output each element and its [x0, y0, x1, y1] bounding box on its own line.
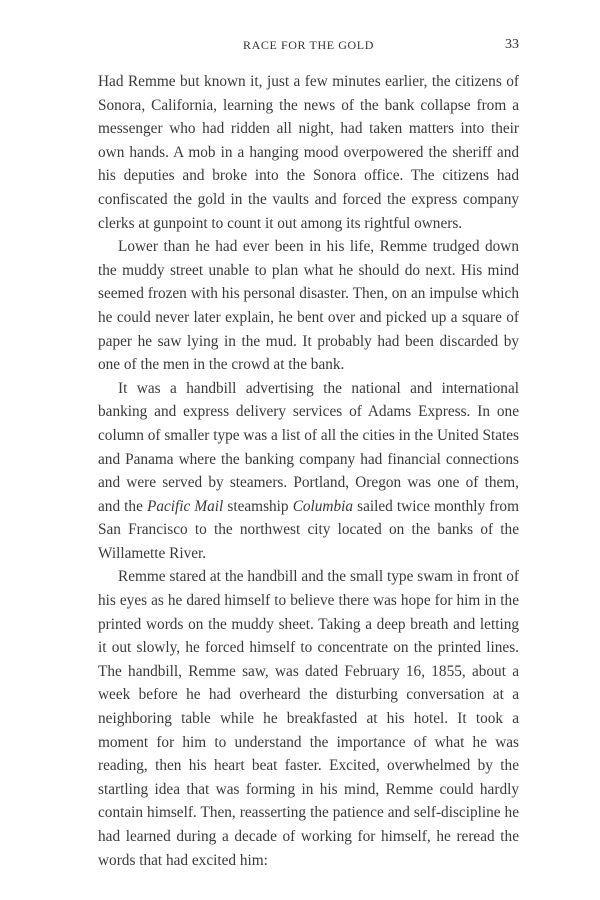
paragraph-4: Remme stared at the handbill and the small type swam in front of his eyes as he dared himself to believe there was hope for him in the printed words on the muddy sheet. Taking a deep breath and letting it out slowly, he forced himself to concentrate on the printed lines. The handbill, Remme saw, was dated February 16, 1855, about a week before he had overheard the disturbing conversation at a neighboring table while he breakfasted at his hotel. It took a moment for him to understand the importance of what he was reading, then his heart beat faster. Excited, overwhelmed by the startling idea that was forming in his mind, Remme could hardly contain himself. Then, reasserting the patience and self-discipline he had learned during a decade of working for himself, he reread the words that had excited him: — [98, 568, 519, 869]
pacific-mail-title: Pacific Mail — [146, 497, 224, 515]
paragraph-1: Had Remme but known it, just a few minutes earlier, the citizens of Sonora, California, learning the news of the bank collapse from a messenger who had ridden all night, had taken matters into their own hands. A mob in a hanging mood overpowered the sheriff and his deputies and broke into the Sonora office. The citizens had confiscated the gold in the vaults and forced the express company clerks at gunpoint to count it out among its rightful owners. — [98, 73, 519, 232]
page-number: 33 — [505, 37, 519, 52]
page-header — [98, 38, 519, 58]
paragraph-2: Lower than he had ever been in his life, Remme trudged down the muddy street unable to plan what he should do next. His mind seemed frozen with his personal disaster. Then, on an impulse which he could never later explain, he bent over and picked up a square of paper he saw lying in the mud. It probably had been discarded by one of the men in the crowd at the bank. — [98, 238, 519, 374]
running-head: RACE FOR THE GOLD — [243, 38, 374, 52]
columbia-title: Columbia — [292, 497, 354, 515]
paragraph-3-text-e: sailed twice monthly from San Francisco to the northwest city located on the banks of the Willamette River. — [98, 497, 519, 562]
body-text — [98, 70, 519, 872]
paragraph-3-text-c: steamship — [223, 497, 293, 515]
paragraph-3 — [98, 377, 519, 566]
paragraph-3-text-a: It was a handbill advertising the national and international banking and express delivery services of Adams Express. In one column of smaller type was a list of all the cities in the United States and Panama where the banking company had financial connections and were served by steamers. Portland, Oregon was one of them, and the — [98, 379, 519, 515]
